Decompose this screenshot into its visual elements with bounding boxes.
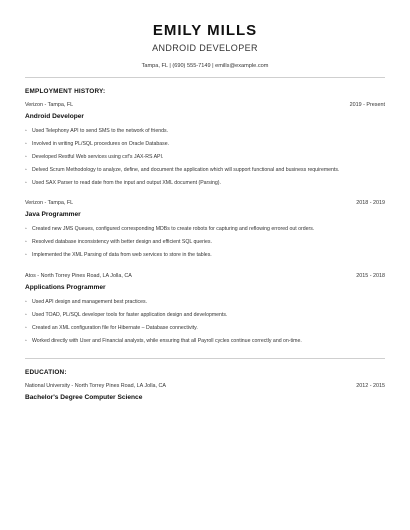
resume-header [0, 0, 410, 69]
bullet-icon: ◦ [25, 338, 27, 344]
job-dates: 2015 - 2018 [356, 273, 385, 279]
job-bullet [25, 312, 385, 318]
job-bullet [25, 180, 385, 186]
job-bullet-text: Resolved database inconsistency with better design and efficient SQL queries. [32, 239, 212, 245]
bullet-icon: ◦ [25, 325, 27, 331]
job-bullet [25, 252, 385, 258]
bullet-icon: ◦ [25, 128, 27, 134]
job-bullets [25, 226, 385, 258]
job-bullet [25, 128, 385, 134]
job-bullet-text: Implemented the XML Parsing of data from web services to store in the tables. [32, 252, 212, 258]
bullet-icon: ◦ [25, 299, 27, 305]
job-company: Verizon - Tampa, FL [25, 102, 74, 108]
job-company: Atos - North Torrey Pines Road, LA Jolla, CA [25, 273, 132, 279]
job-bullet-text: Worked directly with User and Financial analysts, while ensuring that all Payroll cycles continue correctly and on-time. [32, 338, 302, 344]
job-bullet-text: Delved Scrum Methodology to analyze, define, and document the application which will support functional and business requirements. [32, 167, 340, 173]
job-meta [25, 273, 385, 279]
job-bullet [25, 141, 385, 147]
section-divider [25, 358, 385, 359]
job-bullet [25, 226, 385, 232]
job-bullets [25, 128, 385, 186]
job-entry [25, 102, 385, 193]
job-bullet-text: Used SAX Parser to read date from the input and output XML document (Parsing). [32, 180, 221, 186]
candidate-name: EMILY MILLS [152, 22, 258, 39]
bullet-icon: ◦ [25, 239, 27, 245]
job-bullet [25, 154, 385, 160]
header-divider [25, 77, 385, 78]
job-role: Android Developer [25, 113, 84, 120]
job-bullet-text: Used TOAD, PL/SQL developer tools for faster application design and developments. [32, 312, 228, 318]
job-entry [25, 273, 385, 351]
bullet-icon: ◦ [25, 312, 27, 318]
job-role: Applications Programmer [25, 284, 106, 291]
education-degree: Bachelor's Degree Computer Science [25, 394, 143, 401]
candidate-title: ANDROID DEVELOPER [152, 43, 258, 53]
education-school: National University - North Torrey Pines Road, LA Jolla, CA [25, 383, 167, 389]
bullet-icon: ◦ [25, 180, 27, 186]
job-bullet [25, 167, 385, 173]
contact-line: Tampa, FL | (690) 555-7149 | emills@example.com [141, 63, 269, 69]
bullet-icon: ◦ [25, 154, 27, 160]
job-bullet-text: Created new JMS Queues, configured corresponding MDBs to create robots for capturing and reflowing errored out orders. [32, 226, 315, 232]
job-bullet [25, 299, 385, 305]
job-bullet-text: Involved in writing PL/SQL procedures on Oracle Database. [32, 141, 170, 147]
education-section-title: EDUCATION: [25, 369, 67, 376]
job-bullet-text: Used API design and management best practices. [32, 299, 148, 305]
job-meta [25, 102, 385, 108]
job-bullet [25, 239, 385, 245]
bullet-icon: ◦ [25, 252, 27, 258]
job-bullet [25, 325, 385, 331]
job-bullet-text: Developed Restful Web services using cxf’s JAX-RS API. [32, 154, 164, 160]
job-entry [25, 200, 385, 265]
employment-section-title: EMPLOYMENT HISTORY: [25, 88, 106, 95]
bullet-icon: ◦ [25, 226, 27, 232]
education-entry [25, 383, 385, 401]
education-meta [25, 383, 385, 389]
job-dates: 2019 - Present [349, 102, 385, 108]
job-bullet [25, 338, 385, 344]
job-company: Verizon - Tampa, FL [25, 200, 74, 206]
job-bullet-text: Used Telephony API to send SMS to the network of friends. [32, 128, 169, 134]
education-dates: 2012 - 2015 [356, 383, 385, 389]
bullet-icon: ◦ [25, 141, 27, 147]
bullet-icon: ◦ [25, 167, 27, 173]
job-bullet-text: Created an XML configuration file for Hibernate – Database connectivity. [32, 325, 198, 331]
job-role: Java Programmer [25, 211, 81, 218]
job-bullets [25, 299, 385, 344]
job-dates: 2018 - 2019 [356, 200, 385, 206]
job-meta [25, 200, 385, 206]
